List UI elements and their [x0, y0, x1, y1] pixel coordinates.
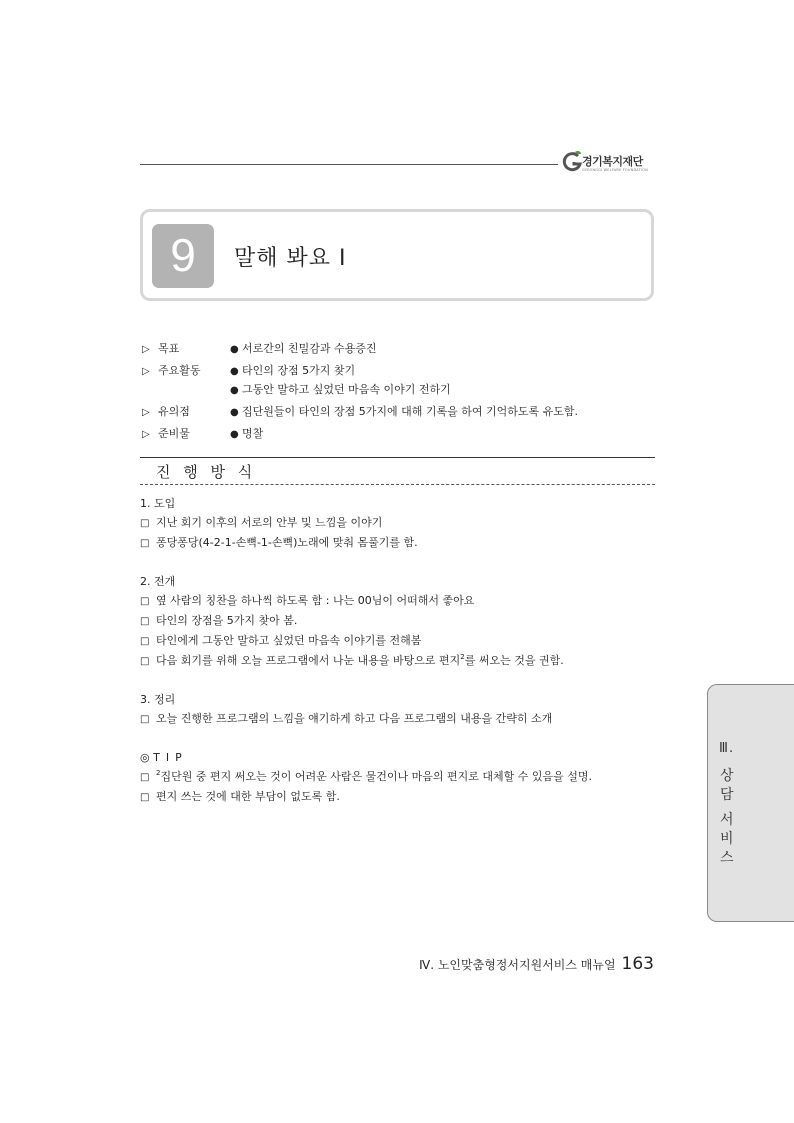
- info-item: ● 명찰: [230, 427, 264, 440]
- info-label: 주요활동: [158, 364, 201, 377]
- info-row-goal: [140, 340, 660, 362]
- chapter-title: 상 담 서 비 스: [720, 768, 734, 866]
- footer-title: Ⅳ. 노인맞춤형정서지원서비스 매뉴얼: [419, 958, 616, 972]
- section-top-rule: [140, 457, 655, 458]
- header-rule: [140, 164, 558, 165]
- page-number: 163: [621, 954, 654, 974]
- triangle-icon: ▷: [142, 407, 150, 418]
- info-label: 목표: [158, 342, 180, 355]
- list-item: □ 타인에게 그동안 말하고 싶었던 마음속 이야기를 전해봄: [140, 631, 680, 651]
- bullet-icon: ●: [230, 385, 239, 396]
- bullet-icon: ●: [230, 407, 239, 418]
- checkbox-icon: □: [140, 596, 150, 607]
- foundation-logo-icon: [562, 150, 584, 172]
- info-item: ● 타인의 장점 5가지 찾기: [230, 364, 356, 377]
- list-item: □ 타인의 장점을 5가지 찾아 봄.: [140, 611, 680, 631]
- checkbox-icon: □: [140, 616, 150, 627]
- info-row-activities: [140, 362, 660, 403]
- session-title: 말해 봐요 Ⅰ: [234, 246, 347, 271]
- logo-name: 경기복지재단: [582, 155, 643, 168]
- chapter-side-tab: [707, 684, 794, 922]
- chapter-number: Ⅲ.: [719, 741, 735, 756]
- procedure-body: [140, 494, 680, 807]
- info-row-notes: [140, 403, 660, 425]
- session-number: 9: [152, 224, 214, 288]
- list-item: □ $^2$집단원 중 편지 써오는 것이 어려운 사람은 물건이나 마음의 편지로 대체할 수 있음을 설명.: [140, 767, 680, 787]
- checkbox-icon: □: [140, 538, 150, 549]
- triangle-icon: ▷: [142, 366, 150, 377]
- logo-subtitle: GYEONGGI WELFARE FOUNDATION: [582, 168, 648, 172]
- checkbox-icon: □: [140, 714, 150, 725]
- info-item: ● 집단원들이 타인의 장점 5가지에 대해 기록을 하여 기억하도록 유도함.: [230, 405, 578, 418]
- step-heading: 3. 정리: [140, 693, 176, 706]
- info-label: 준비물: [158, 427, 190, 440]
- section-title: 진 행 방 식: [156, 463, 257, 481]
- footnote-mark: 2: [460, 653, 465, 661]
- session-title-box: [140, 209, 654, 301]
- bullet-icon: ●: [230, 366, 239, 377]
- list-item: □ 편지 쓰는 것에 대한 부담이 없도록 함.: [140, 787, 680, 807]
- bullet-icon: ●: [230, 429, 239, 440]
- bullet-icon: ●: [230, 344, 239, 355]
- triangle-icon: ▷: [142, 429, 150, 440]
- checkbox-icon: □: [140, 792, 150, 803]
- tip-heading: ◎ TIP: [140, 751, 188, 764]
- list-item: □ 지난 회기 이후의 서로의 안부 및 느낌을 이야기: [140, 513, 680, 533]
- info-label: 유의점: [158, 405, 190, 418]
- checkbox-icon: □: [140, 772, 150, 783]
- list-item: □ 퐁당퐁당(4-2-1-손뼉-1-손뼉)노래에 맞춰 몸풀기를 함.: [140, 533, 680, 553]
- footnote-mark: 2: [156, 769, 161, 777]
- section-bottom-rule: [140, 484, 655, 485]
- checkbox-icon: □: [140, 636, 150, 647]
- list-item: □ 옆 사람의 칭찬을 하나씩 하도록 함 : 나는 00님이 어떠해서 좋아요: [140, 591, 680, 611]
- step-heading: 1. 도입: [140, 497, 176, 510]
- info-item: ● 서로간의 친밀감과 수용증진: [230, 342, 377, 355]
- page-footer: [419, 954, 654, 974]
- session-info: [140, 340, 660, 447]
- checkbox-icon: □: [140, 656, 150, 667]
- list-item: □ 다음 회기를 위해 오늘 프로그램에서 나눈 내용을 바탕으로 편지$^2$를 써오는 것을 권함.: [140, 651, 680, 671]
- triangle-icon: ▷: [142, 344, 150, 355]
- step-heading: 2. 전개: [140, 575, 176, 588]
- info-item: ● 그동안 말하고 싶었던 마음속 이야기 전하기: [230, 383, 451, 396]
- foundation-logo: [562, 150, 658, 176]
- checkbox-icon: □: [140, 518, 150, 529]
- list-item: □ 오늘 진행한 프로그램의 느낌을 얘기하게 하고 다음 프로그램의 내용을 간략히 소개: [140, 709, 680, 729]
- double-circle-icon: ◎: [140, 751, 150, 764]
- info-row-materials: [140, 425, 660, 447]
